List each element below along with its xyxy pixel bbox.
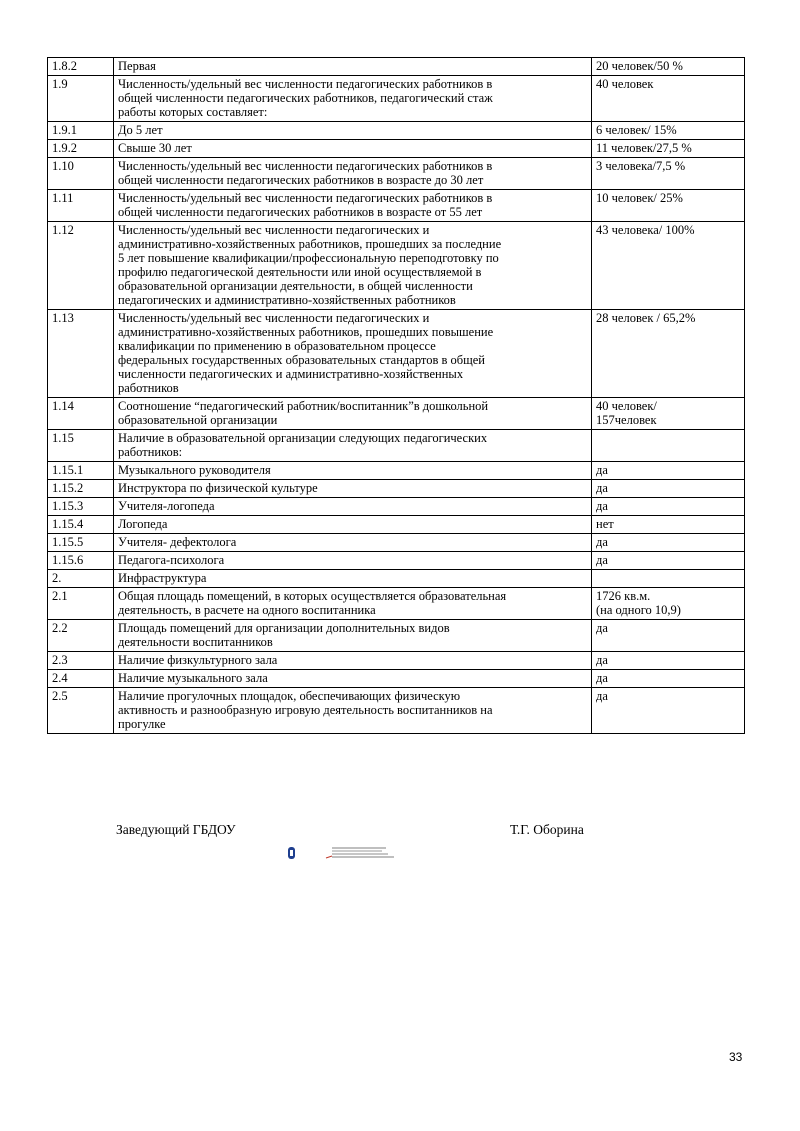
row-number: 1.15.3 [48,498,114,516]
row-number: 1.10 [48,158,114,190]
row-value: да [592,688,745,734]
table-row [48,310,745,398]
row-indicator: Численность/удельный вес численности педагогических и административно-хозяйственных работников, прошедших за последние 5 лет повышение квалификации/профессиональную переподготовку по профилю педагогической деятельности или иной осуществляемой в образовательной организации деятельности, в общей численности педагогических и административно-хозяйственных работников [114,222,592,310]
row-value [592,570,745,588]
table-row [48,430,745,462]
row-value: 6 человек/ 15% [592,122,745,140]
row-indicator: Логопеда [114,516,592,534]
row-value: 20 человек/50 % [592,58,745,76]
row-number: 1.9.2 [48,140,114,158]
row-number: 2. [48,570,114,588]
table-row [48,480,745,498]
table-row [48,688,745,734]
digital-signature-stamp [286,845,396,863]
table-row [48,516,745,534]
row-number: 2.4 [48,670,114,688]
table-row [48,398,745,430]
row-value [592,430,745,462]
row-indicator: Музыкального руководителя [114,462,592,480]
row-indicator: Инструктора по физической культуре [114,480,592,498]
row-number: 1.15.4 [48,516,114,534]
table-row [48,76,745,122]
table-row [48,534,745,552]
row-indicator: Наличие музыкального зала [114,670,592,688]
row-indicator: Численность/удельный вес численности педагогических и административно-хозяйственных работников, прошедших повышение квалификации по применению в образовательном процессе федеральных государственных образовательных стандартов в общей численности педагогических и административно-хозяйственных работников [114,310,592,398]
row-value: 28 человек / 65,2% [592,310,745,398]
row-indicator: Педагога-психолога [114,552,592,570]
row-indicator: Общая площадь помещений, в которых осуществляется образовательная деятельность, в расчете на одного воспитанника [114,588,592,620]
row-value: 40 человек [592,76,745,122]
row-number: 2.3 [48,652,114,670]
table-row [48,58,745,76]
table-row [48,552,745,570]
row-value: 11 человек/27,5 % [592,140,745,158]
table-row [48,222,745,310]
signature-name: Т.Г. Оборина [510,822,584,837]
row-value: да [592,498,745,516]
row-value: да [592,620,745,652]
table-row [48,158,745,190]
table-row [48,670,745,688]
row-value: 3 человека/7,5 % [592,158,745,190]
indicators-table [47,57,745,734]
row-indicator: Площадь помещений для организации дополнительных видов деятельности воспитанников [114,620,592,652]
row-number: 1.15.2 [48,480,114,498]
row-number: 1.13 [48,310,114,398]
row-indicator: Наличие физкультурного зала [114,652,592,670]
row-number: 1.8.2 [48,58,114,76]
table-row [48,652,745,670]
row-indicator: Соотношение “педагогический работник/воспитанник”в дошкольной образовательной организации [114,398,592,430]
row-value: да [592,462,745,480]
row-indicator: Наличие прогулочных площадок, обеспечивающих физическую активность и разнообразную игровую деятельность воспитанников на прогулке [114,688,592,734]
row-value: нет [592,516,745,534]
row-number: 2.1 [48,588,114,620]
table-row [48,190,745,222]
row-number: 1.11 [48,190,114,222]
row-indicator: Первая [114,58,592,76]
table-row [48,620,745,652]
row-number: 1.14 [48,398,114,430]
row-indicator: Численность/удельный вес численности педагогических работников в общей численности педагогических работников в возрасте до 30 лет [114,158,592,190]
row-number: 1.9.1 [48,122,114,140]
row-indicator: Свыше 30 лет [114,140,592,158]
row-value: да [592,552,745,570]
row-value: да [592,534,745,552]
row-value: 40 человек/ 157человек [592,398,745,430]
row-indicator: Численность/удельный вес численности педагогических работников в общей численности педагогических работников в возрасте от 55 лет [114,190,592,222]
row-number: 1.9 [48,76,114,122]
row-indicator: Инфраструктура [114,570,592,588]
table-row [48,140,745,158]
row-value: 1726 кв.м. (на одного 10,9) [592,588,745,620]
row-number: 1.15.5 [48,534,114,552]
row-number: 2.5 [48,688,114,734]
row-number: 1.15.6 [48,552,114,570]
table-row [48,570,745,588]
row-value: да [592,480,745,498]
row-value: да [592,670,745,688]
row-indicator: Наличие в образовательной организации следующих педагогических работников: [114,430,592,462]
table-row [48,122,745,140]
row-number: 1.15.1 [48,462,114,480]
table-row [48,462,745,480]
signature-position: Заведующий ГБДОУ [116,822,236,837]
row-indicator: До 5 лет [114,122,592,140]
row-value: да [592,652,745,670]
row-value: 10 человек/ 25% [592,190,745,222]
row-indicator: Учителя-логопеда [114,498,592,516]
row-number: 1.12 [48,222,114,310]
row-number: 2.2 [48,620,114,652]
table-row [48,498,745,516]
row-number: 1.15 [48,430,114,462]
row-indicator: Учителя- дефектолога [114,534,592,552]
table-body [48,58,745,734]
page-number: 33 [729,1050,743,1064]
table-row [48,588,745,620]
row-value: 43 человека/ 100% [592,222,745,310]
row-indicator: Численность/удельный вес численности педагогических работников в общей численности педагогических работников, педагогический стаж работы которых составляет: [114,76,592,122]
